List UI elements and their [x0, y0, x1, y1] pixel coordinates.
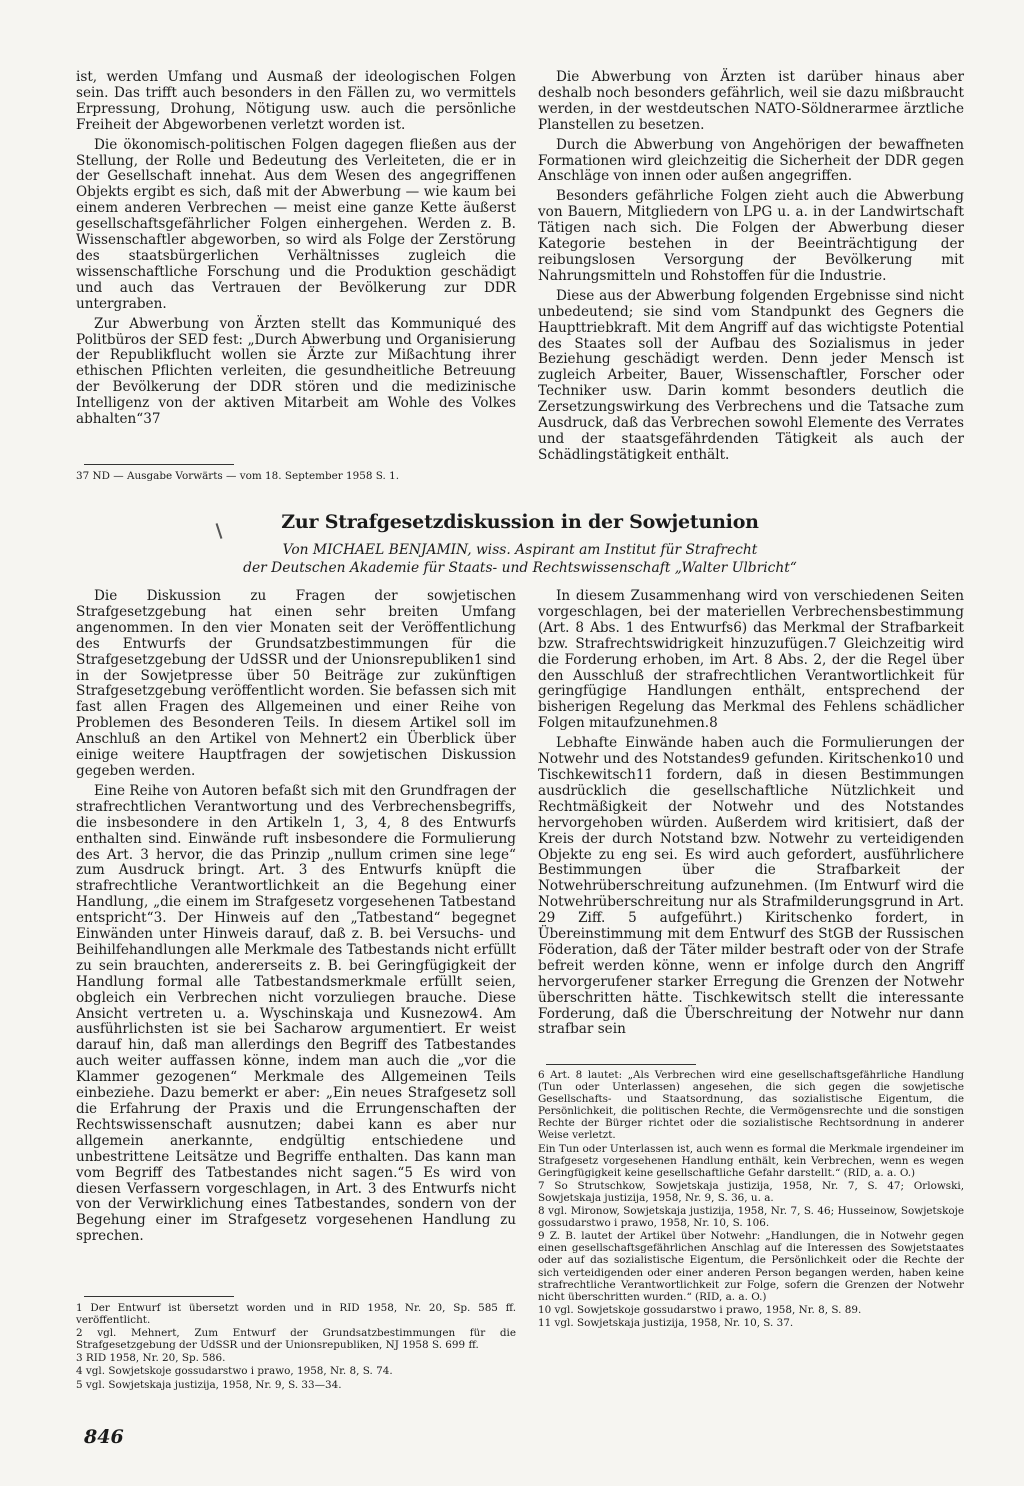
bottom-right-footnotes — [538, 1069, 964, 1329]
paragraph: Eine Reihe von Autoren befaßt sich mit den Grundfragen der strafrechtlichen Verantwortung und des Verbrechensbegriffs, die insbesondere in den Artikeln 1, 3, 4, 8 des Entwurfs enthalten sind. Einwände ruft insbesondere die Formulierung des Art. 3 hervor, die das Prinzip „nullum crimen sine lege“ zum Ausdruck bringt. Art. 3 des Entwurfs knüpft die strafrechtliche Verantwortlichkeit an die Begehung einer Handlung, „die einem im Strafgesetz vorgesehenen Tatbestand entspricht“3. Der Hinweis auf den „Tatbestand“ begegnet Einwänden unter Hinweis darauf, daß z. B. bei Versuchs- und Beihilfehandlungen alle Merkmale des Tatbestands nicht erfüllt zu sein brauchten, andererseits z. B. bei Geringfügigkeit der Handlung formal alle Tatbestandsmerkmale erfüllt seien, obgleich ein Verbrechen nicht vorzuliegen brauche. Diese Ansicht vertreten u. a. Wyschinskaja und Kusnezow4. Am ausführlichsten ist sie bei Sacharow argumentiert. Er weist darauf hin, daß man allerdings den Begriff des Tatbestandes auch weiter auffassen könne, indem man auch die „vor die Klammer gezogenen“ Merkmale des Allgemeinen Teils einbeziehe. Dazu bemerkt er aber: „Ein neues Strafgesetz soll die Erfahrung der Praxis und die Errungenschaften der Rechtswissenschaft ausnutzen; dabei kann es aber nur allgemein anerkannte, endgültig entschiedene und unbestrittene Leitsätze und Begriffe enthalten. Das kann man vom Begriff des Tatbestandes nicht sagen.“5 Es wird von diesen Verfassern vorgeschlagen, in Art. 3 des Entwurfs nicht von der Verwirklichung eines Tatbestandes, sondern von der Begehung einer im Strafgesetz vorgesehenen Handlung zu sprechen. — [76, 782, 516, 1245]
footnote: 37 ND — Ausgabe Vorwärts — vom 18. September 1958 S. 1. — [76, 470, 400, 482]
footnote: 6 Art. 8 lautet: „Als Verbrechen wird eine gesellschaftsgefährliche Handlung (Tun oder Unterlassen) angesehen, die sich gegen die sowjetische Gesellschafts- und Staatsordnung, das sozialistische Eigentum, die Persönlichkeit, die politischen Rechte, die Vermögensrechte und die sonstigen Rechte der Bürger richtet oder die sozialistische Rechtsordnung in anderer Weise verletzt. — [538, 1069, 964, 1142]
footnote: 1 Der Entwurf ist übersetzt worden und in RID 1958, Nr. 20, Sp. 585 ff. veröffentlicht. — [76, 1302, 516, 1327]
footnote: 4 vgl. Sowjetskoje gossudarstwo i prawo, 1958, Nr. 8, S. 74. — [76, 1365, 393, 1378]
top-left-footnotes — [76, 470, 516, 482]
bottom-right-column — [538, 589, 964, 1038]
top-right-column — [538, 70, 964, 464]
article-byline-affiliation: der Deutschen Akademie für Staats- und Rechtswissenschaft „Walter Ulbricht“ — [243, 560, 797, 576]
paragraph: Besonders gefährliche Folgen zieht auch die Abwerbung von Bauern, Mitgliedern von LPG u. a. in der Landwirtschaft Tätigen nach sich. Die Folgen der Abwerbung dieser Kategorie bestehen in der Beeinträchtigung der reibungslosen Versorgung der Bevölkerung mit Nahrungsmitteln und Rohstoffen für die Industrie. — [538, 188, 964, 284]
footnote: 10 vgl. Sowjetskoje gossudarstwo i prawo, 1958, Nr. 8, S. 89. — [538, 1303, 862, 1316]
paragraph: Durch die Abwerbung von Angehörigen der bewaffneten Formationen wird gleichzeitig die Sicherheit der DDR gegen Anschläge von innen oder außen angegriffen. — [538, 136, 964, 185]
footnote: Ein Tun oder Unterlassen ist, auch wenn es formal die Merkmale irgendeiner im Strafgesetz vorgesehenen Handlung enthält, kein Verbrechen, wenn es wegen Geringfügigkeit keine gesellschaftliche Gefahr darstellt.“ (RID, a. a. O.) — [538, 1142, 964, 1179]
paragraph: Die Diskussion zu Fragen der sowjetischen Strafgesetzgebung hat einen sehr breiten Umfang angenommen. In den vier Monaten seit der Veröffentlichung des Entwurfs der Grundsatzbestimmungen für die Strafgesetzgebung der UdSSR und der Unionsrepubliken1 sind in der Sowjetpresse über 50 Beiträge zur zukünftigen Strafgesetzgebung veröffentlicht worden. Sie befassen sich mit fast allen Fragen des Allgemeinen und einer Reihe von Problemen des Besonderen Teils. In diesem Artikel soll im Anschluß an den Artikel von Mehnert2 ein Überblick über einige weitere Hauptfragen der sowjetischen Diskussion gegeben werden. — [76, 588, 516, 779]
paragraph: Die ökonomisch-politischen Folgen dagegen fließen aus der Stellung, der Rolle und Bedeutung des Verleiteten, die er in der Gesellschaft innehat. Aus dem Wesen des angegriffenen Objekts ergibt es sich, daß mit der Abwerbung — wie kaum bei einem anderen Verbrechen — meist eine ganze Kette äußerst gesellschaftsgefährlicher Folgen einhergehen. Werden z. B. Wissenschaftler abgeworben, so wird als Folge der Zerstörung des staatsbürgerlichen Verhältnisses zugleich die wissenschaftliche Forschung und die Produktion geschädigt und auch das Vertrauen der Bevölkerung zur DDR untergraben. — [76, 136, 516, 312]
footnote: 5 vgl. Sowjetskaja justizija, 1958, Nr. 9, S. 33—34. — [76, 1378, 342, 1391]
paragraph: In diesem Zusammenhang wird von verschiedenen Seiten vorgeschlagen, bei der materiellen Verbrechensbestimmung (Art. 8 Abs. 1 des Entwurfs6) das Merkmal der Strafbarkeit bzw. Strafrechtswidrigkeit hinzuzufügen.7 Gleichzeitig wird die Forderung erhoben, im Art. 8 Abs. 2, der die Regel über den Ausschluß der strafrechtlichen Verantwortlichkeit für geringfügige Handlungen enthält, entsprechend der bisherigen Regelung das Merkmal des Fehlens schädlicher Folgen mitaufzunehmen.8 — [538, 588, 964, 732]
page-number: 846 — [84, 1426, 124, 1448]
footnote: 2 vgl. Mehnert, Zum Entwurf der Grundsatzbestimmungen für die Strafgesetzgebung der UdSSR und der Unionsrepubliken, NJ 1958 S. 699 ff. — [76, 1327, 516, 1352]
paragraph: Zur Abwerbung von Ärzten stellt das Kommuniqué des Politbüros der SED fest: „Durch Abwerbung und Organisierung der Republikflucht wollen sie Ärzte zur Mißachtung ihrer ethischen Pflichten verleiten, die gesundheitliche Betreuung der Bevölkerung der DDR stören und die medizinische Intelligenz von der aktiven Mitarbeit am Wohle des Volkes abhalten“37 — [76, 315, 516, 428]
article-title: Zur Strafgesetzdiskussion in der Sowjetunion — [281, 511, 759, 533]
footnote: 3 RID 1958, Nr. 20, Sp. 586. — [76, 1352, 226, 1365]
footnote: 11 vgl. Sowjetskaja justizija, 1958, Nr. 10, S. 37. — [538, 1316, 794, 1329]
footnote-divider — [84, 464, 234, 465]
article-byline: Von MICHAEL BENJAMIN, wiss. Aspirant am Institut für Strafrecht — [282, 542, 758, 558]
paragraph: Lebhafte Einwände haben auch die Formulierungen der Notwehr und des Notstandes9 gefunden. Kiritschenko10 und Tischkewitsch11 fordern, daß in diesen Bestimmungen ausdrücklich die gesellschaftliche Nützlichkeit und Rechtmäßigkeit der Notwehr und des Notstandes hervorgehoben würden. Außerdem wird kritisiert, daß der Kreis der durch Notstand bzw. Notwehr zu verteidigenden Objekte zu eng sei. Es wird auch gefordert, ausführlichere Bestimmungen über die Strafbarkeit der Notwehrüberschreitung aufzunehmen. (Im Entwurf wird die Notwehrüberschreitung nur als Strafmilderungsgrund in Art. 29 Ziff. 5 aufgeführt.) Kiritschenko fordert, in Übereinstimmung mit dem Entwurf des StGB der Russischen Föderation, daß der Täter milder bestraft oder von der Strafe befreit werden könne, wenn er infolge durch den Angriff hervorgerufener starker Erregung die Grenzen der Notwehr überschritten hätte. Tischkewitsch stellt die interessante Forderung, daß die Überschreitung der Notwehr nur dann strafbar sein — [538, 735, 964, 1038]
bottom-left-footnotes — [76, 1302, 516, 1391]
paragraph: Die Abwerbung von Ärzten ist darüber hinaus aber deshalb noch besonders gefährlich, weil sie dazu mißbraucht werden, in der westdeutschen NATO-Söldnerarmee ärztliche Planstellen zu besetzen. — [538, 69, 964, 133]
top-left-column — [76, 70, 516, 428]
footnote: 8 vgl. Mironow, Sowjetskaja justizija, 1958, Nr. 7, S. 46; Husseinow, Sowjetskoje gossudarstwo i prawo, 1958, Nr. 10, S. 106. — [538, 1205, 964, 1230]
footnote-divider — [546, 1064, 696, 1065]
paragraph: Diese aus der Abwerbung folgenden Ergebnisse sind nicht unbedeutend; sie sind vom Standpunkt des Gegners die Haupttriebkraft. Mit dem Angriff auf das wichtigste Potential des Staates soll der Aufbau des Sozialismus in jeder Beziehung geschädigt werden. Denn jeder Mensch ist zugleich Arbeiter, Bauer, Wissenschaftler, Forscher oder Techniker usw. Darin kommt besonders deutlich die Zersetzungswirkung des Verbrechens und die Tatsache zum Ausdruck, daß das Verbrechen sowohl Elemente des Verrates und der staatsgefährdenden Tätigkeit als auch der Schädlingstätigkeit enthält. — [538, 287, 964, 463]
footnote: 7 So Strutschkow, Sowjetskaja justizija, 1958, Nr. 7, S. 47; Orlowski, Sowjetskaja justizija, 1958, Nr. 9, S. 36, u. a. — [538, 1179, 964, 1204]
paragraph: ist, werden Umfang und Ausmaß der ideologischen Folgen sein. Das trifft auch besonders in den Fällen zu, wo vermittels Erpressung, Drohung, Nötigung usw. auch die persönliche Freiheit der Abgeworbenen verletzt worden ist. — [76, 69, 516, 133]
footnote: 9 Z. B. lautet der Artikel über Notwehr: „Handlungen, die in Notwehr gegen einen gesellschaftsgefährlichen Anschlag auf die Interessen des Sowjetstaates oder auf das sozialistische Eigentum, die Persönlichkeit oder die Rechte der sich verteidigenden oder einer anderen Person begangen werden, haben keine strafrechtliche Verantwortlichkeit zur Folge, sofern die Grenzen der Notwehr nicht überschritten wurden.“ (RID, a. a. O.) — [538, 1230, 964, 1303]
bottom-left-column — [76, 589, 516, 1245]
footnote-divider — [84, 1296, 234, 1297]
